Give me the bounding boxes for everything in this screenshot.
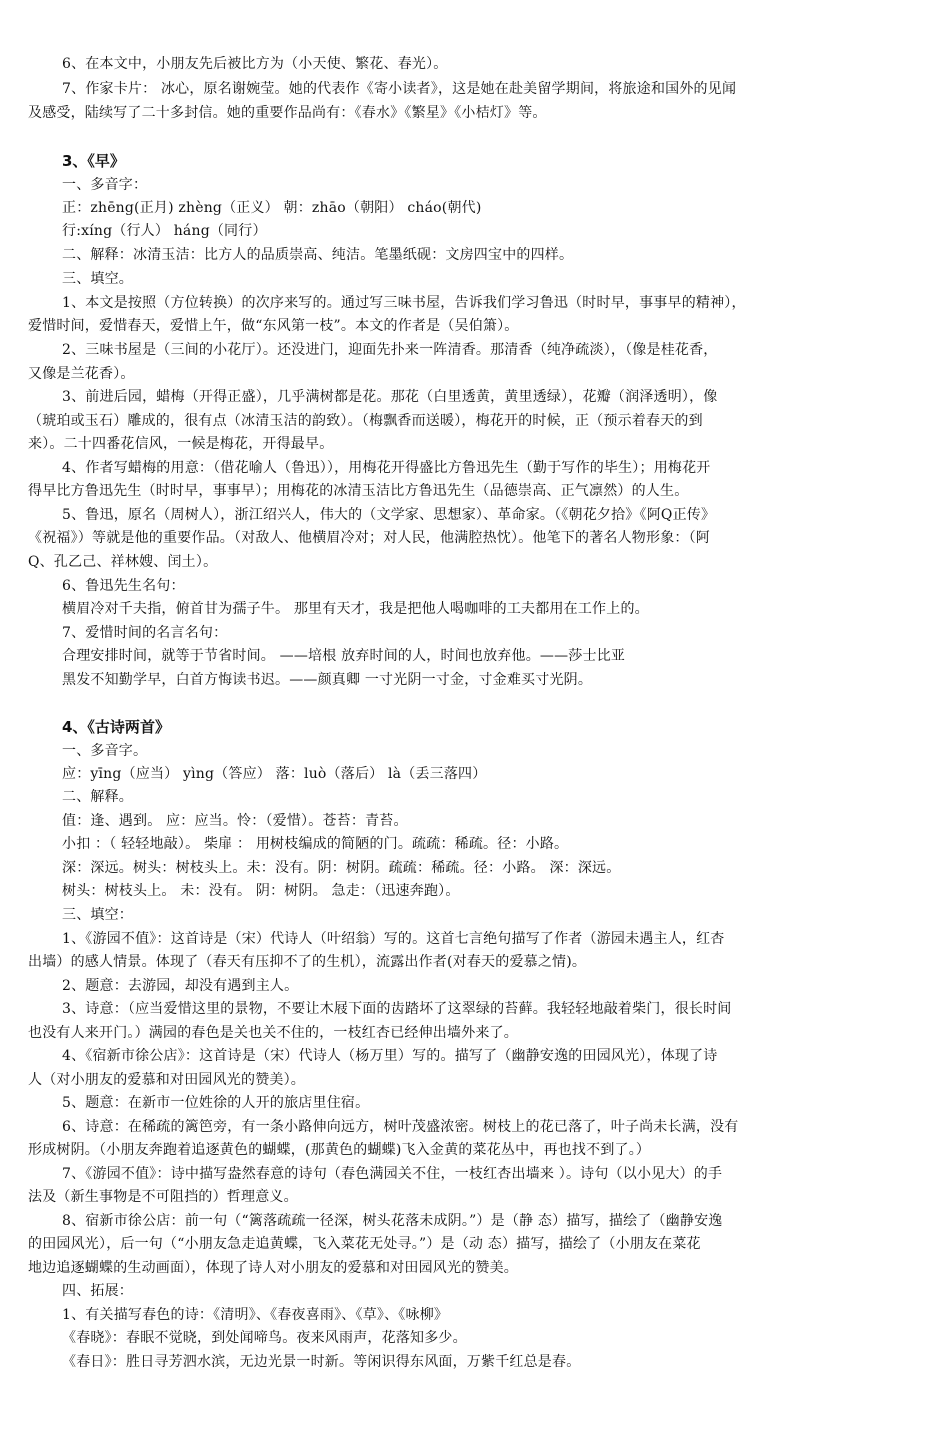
s3-line: 行:xíng（行人） háng（同行） <box>62 223 267 239</box>
s3-line: 《祝福》）等就是他的重要作品。（对敌人、他横眉冷对；对人民，他满腔热忱）。他笔下的著名人物形象：（阿 <box>28 530 710 546</box>
s3-line: 二、解释：冰清玉洁：比方人的品质崇高、纯洁。笔墨纸砚：文房四宝中的四样。 <box>62 247 574 263</box>
s4-line: 8、宿新市徐公店：前一句（“篱落疏疏一径深，树头花落未成阴。”）是（静 态）描写，描绘了（幽静安逸 <box>62 1213 723 1229</box>
s3-line: 又像是兰花香）。 <box>28 366 135 382</box>
s3-line: 6、鲁迅先生名句： <box>62 578 185 594</box>
s2-line-7b: 及感受，陆续写了二十多封信。她的重要作品尚有：《春水》《繁星》《小桔灯》等。 <box>28 105 547 121</box>
s4-line: 深：深远。树头：树枝头上。未：没有。阴：树阴。疏疏：稀疏。径：小路。 深：深远。 <box>62 860 621 876</box>
s4-line: 《春日》：胜日寻芳泗水滨，无边光景一时新。等闲识得东风面，万紫千红总是春。 <box>62 1354 581 1370</box>
s4-line: 1、《游园不值》：这首诗是（宋）代诗人（叶绍翁）写的。这首七言绝句描写了作者（游园未遇主人，红杏 <box>62 931 725 947</box>
s3-line: 3、前进后园，蜡梅（开得正盛），几乎满树都是花。那花（白里透黄，黄里透绿），花瓣（润泽透明），像 <box>62 389 718 405</box>
s4-line: 三、填空： <box>62 907 133 923</box>
s4-line: 一、多音字。 <box>62 743 148 759</box>
s3-line: 黑发不知勤学早，白首方悔读书迟。——颜真卿 一寸光阴一寸金，寸金难买寸光阴。 <box>62 672 593 688</box>
s3-line: 三、填空。 <box>62 271 133 287</box>
s3-line: 1、本文是按照（方位转换）的次序来写的。通过写三味书屋，告诉我们学习鲁迅（时时早，事事早的精神）， <box>62 295 746 311</box>
s3-line: 正：zhēng(正月) zhèng（正义） 朝：zhāo（朝阳） cháo(朝代) <box>62 200 482 216</box>
s2-line-6: 6、在本文中，小朋友先后被比方为（小天使、繁花、春光）。 <box>62 56 448 72</box>
s3-line: 合理安排时间，就等于节省时间。 ——培根 放弃时间的人，时间也放弃他。——莎士比亚 <box>62 648 626 664</box>
s4-line: 6、诗意：在稀疏的篱笆旁，有一条小路伸向远方，树叶茂盛浓密。树枝上的花已落了，叶子尚未长满，没有 <box>62 1119 739 1135</box>
s2-line-7: 7、作家卡片： 冰心，原名谢婉莹。她的代表作《寄小读者》，这是她在赴美留学期间，将旅途和国外的见闻 <box>62 81 737 97</box>
s3-line: 7、爱惜时间的名言名句： <box>62 625 228 641</box>
section-4-title: 4、《古诗两首》 <box>62 718 170 736</box>
s4-line: 出墙）的感人情景。体现了（春天有压抑不了的生机），流露出作者(对春天的爱慕之情)。 <box>28 954 587 970</box>
s4-line: 7、《游园不值》：诗中描写盎然春意的诗句（春色满园关不住，一枝红杏出墙来 ）。诗句（以小见大）的手 <box>62 1166 723 1182</box>
s4-line: 形成树阴。（小朋友奔跑着追逐黄色的蝴蝶，(那黄色的蝴蝶)飞入金黄的菜花丛中，再也找不到了。） <box>28 1142 651 1158</box>
s3-line: Q、孔乙己、祥林嫂、闰土）。 <box>28 554 218 570</box>
s4-line: 地边追逐蝴蝶的生动画面），体现了诗人对小朋友的爱慕和对田园风光的赞美。 <box>28 1260 518 1276</box>
s4-line: 四、拓展： <box>62 1283 133 1299</box>
s4-line: 值：逢、遇到。 应：应当。怜：（爱惜）。苍苔：青苔。 <box>62 813 408 829</box>
s3-line: 爱惜时间，爱惜春天，爱惜上午，做“东风第一枝”。本文的作者是（吴伯箫）。 <box>28 318 519 334</box>
s3-line: 来）。二十四番花信风，一候是梅花，开得最早。 <box>28 436 334 452</box>
s4-line: 小扣 ：（ 轻轻地敲）。 柴扉 ： 用树枝编成的简陋的门。疏疏：稀疏。径：小路。 <box>62 836 569 852</box>
s3-line: 得早比方鲁迅先生（时时早，事事早）；用梅花的冰清玉洁比方鲁迅先生（品德崇高、正气凛然）的人生。 <box>28 483 689 499</box>
s4-line: 也没有人来开门。）满园的春色是关也关不住的，一枝红杏已经伸出墙外来了。 <box>28 1025 518 1041</box>
s4-line: 1、有关描写春色的诗：《清明》、《春夜喜雨》、《草》、《咏柳》 <box>62 1307 449 1323</box>
s4-line: 5、题意：在新市一位姓徐的人开的旅店里住宿。 <box>62 1095 370 1111</box>
s4-line: 3、诗意：（应当爱惜这里的景物，不要让木屐下面的齿踏坏了这翠绿的苔藓。我轻轻地敲着柴门，很长时间 <box>62 1001 732 1017</box>
s4-line: 树头：树枝头上。 未：没有。 阴：树阴。 急走：（迅速奔跑）。 <box>62 883 460 899</box>
s4-line: 的田园风光），后一句（“小朋友急走追黄蝶，飞入菜花无处寻。”）是（动 态）描写，描绘了（小朋友在菜花 <box>28 1236 701 1252</box>
s3-line: （琥珀或玉石）雕成的，很有点（冰清玉洁的韵致）。（梅飘香而送暖），梅花开的时候，正（预示着春天的到 <box>28 413 703 429</box>
s4-line: 二、解释。 <box>62 789 133 805</box>
s4-line: 法及（新生事物是不可阻挡的）哲理意义。 <box>28 1189 298 1205</box>
s3-line: 一、多音字： <box>62 177 148 193</box>
s3-line: 2、三味书屋是（三间的小花厅）。还没进门，迎面先扑来一阵清香。那清香（纯净疏淡），（像是桂花香， <box>62 342 718 358</box>
s3-line: 5、鲁迅，原名（周树人），浙江绍兴人，伟大的（文学家、思想家）、革命家。（《朝花夕拾》《阿Q正传》 <box>62 507 716 523</box>
s3-line: 横眉冷对千夫指，俯首甘为孺子牛。 那里有天才，我是把他人喝咖啡的工夫都用在工作上的。 <box>62 601 649 617</box>
s4-line: 人（对小朋友的爱慕和对田园风光的赞美）。 <box>28 1072 305 1088</box>
s3-line: 4、作者写蜡梅的用意：（借花喻人（鲁迅）），用梅花开得盛比方鲁迅先生（勤于写作的毕生）；用梅花开 <box>62 460 711 476</box>
s4-line: 《春晓》：春眠不觉晓，到处闻啼鸟。夜来风雨声，花落知多少。 <box>62 1330 467 1346</box>
section-3-title: 3、《早》 <box>62 152 125 170</box>
s4-line: 2、题意：去游园，却没有遇到主人。 <box>62 978 299 994</box>
s4-line: 应：yīng（应当） yìng（答应） 落：luò（落后） là（丢三落四） <box>62 766 487 782</box>
s4-line: 4、《宿新市徐公店》：这首诗是（宋）代诗人（杨万里）写的。描写了（幽静安逸的田园风光），体现了诗 <box>62 1048 718 1064</box>
